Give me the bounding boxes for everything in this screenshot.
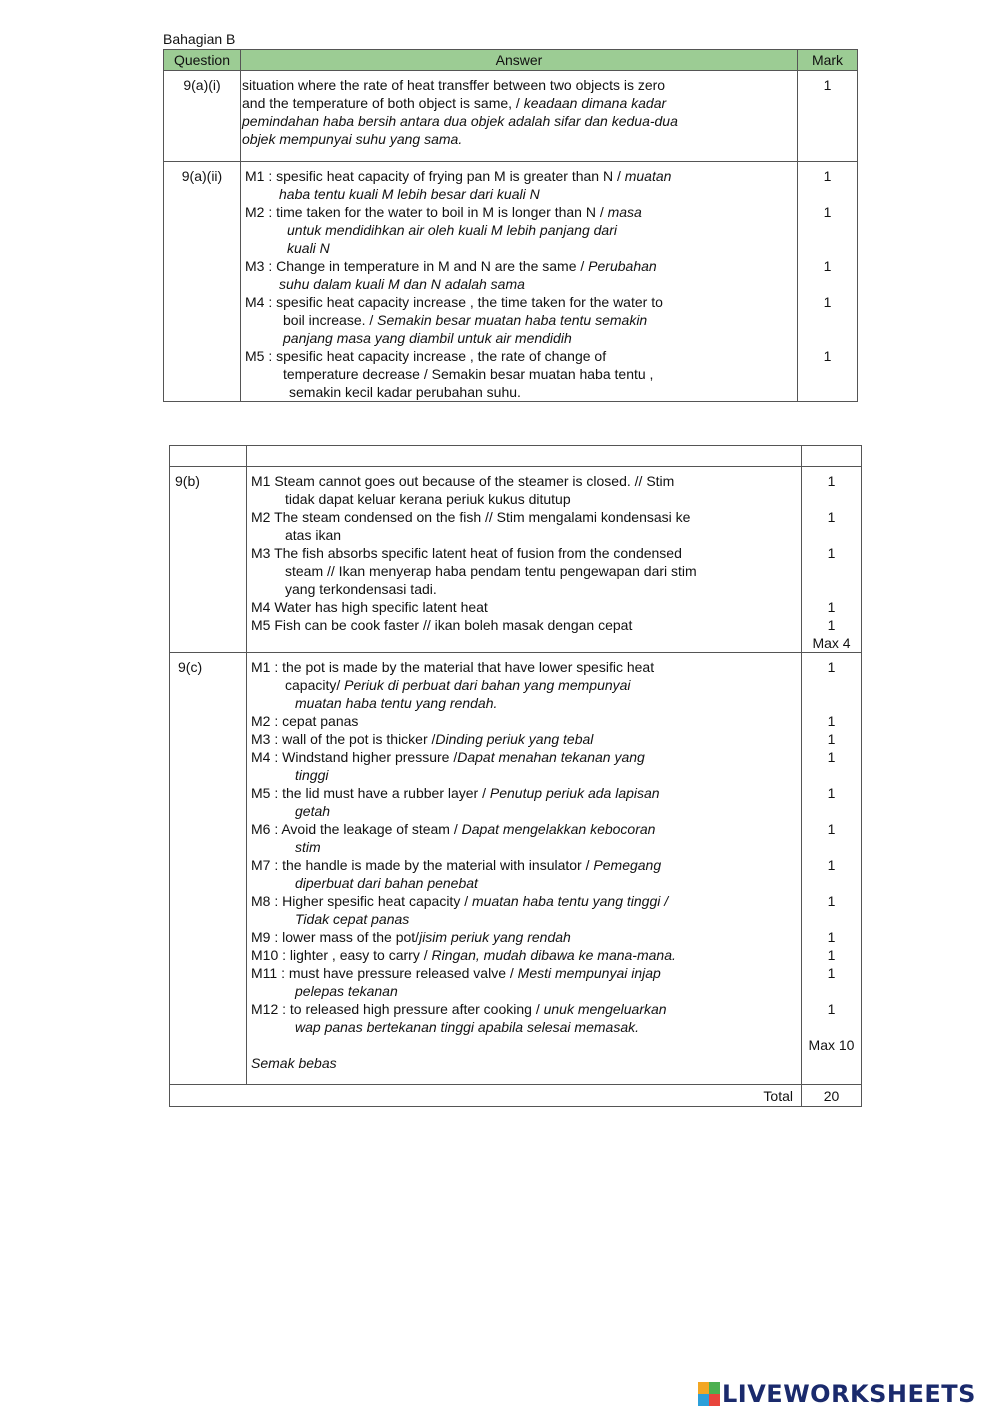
question-number: 9(a)(ii) [164,162,241,402]
badge-square-1 [698,1382,709,1394]
table-row [164,162,858,402]
note-text: Semak bebas [251,1055,337,1071]
answer-text: M1 Steam cannot goes out because of the steamer is closed. // Stim tidak dapat keluar kerana periuk kukus ditutup M2 The steam condensed on the fish // Stim mengalami kondensasi ke atas ikan M3 The fish absorbs specific latent heat of fusion from the condensed steam // Ikan menyerap haba pendam tentu pengewapan dari stim yang terkondensasi tadi. M4 Water has high specific latent heat M5 Fish can be cook faster // ikan boleh masak dengan cepat [247,467,802,653]
header-answer: Answer [241,50,798,71]
logo-badge-icon [698,1382,720,1406]
question-number: 9(a)(i) [164,71,241,162]
logo-text: LIVEWORKSHEETS [722,1380,976,1408]
total-value: 20 [802,1085,862,1107]
section-title: Bahagian B [163,31,236,47]
table-header-row [164,50,858,71]
answer-table-part-a [163,49,858,402]
total-label: Total [170,1085,802,1107]
answer-text: M1 : the pot is made by the material that have lower spesific heat capacity/ Periuk di perbuat dari bahan yang mempunyai muatan haba tentu yang rendah. M2 : cepat panas M3 : wall of the pot is thicker /Dinding periuk yang tebal M4 : Windstand higher pressure /Dapat menahan tekanan yang tinggi M5 : the lid must have a rubber layer / Penutup periuk ada lapisan getah M6 : Avoid the leakage of steam / Dapat mengelakkan kebocoran stim M7 : the handle is made by the material with insulator / Pemegang diperbuat dari bahan penebat M8 : Higher spesific heat capacity / muatan haba tentu yang tinggi / Tidak cepat panas M9 : lower mass of the pot/jisim periuk yang rendah M10 : lighter , easy to carry / Ringan, mudah dibawa ke mana-mana. M11 : must have pressure released valve / Mesti mempunyai injap pelepas tekanan M12 : to released high pressure after cooking / unuk mengeluarkan wap panas bertekanan tinggi apabila selesai memasak. Semak bebas [247,653,802,1085]
mark-column: 1 1 1 1 1 1 1 1 1 1 1 1 Max 10 [802,653,862,1085]
table-row [170,467,862,653]
answer-text: M1 : spesific heat capacity of frying pan M is greater than N / muatan haba tentu kuali M lebih besar dari kuali N M2 : time taken for the water to boil in M is longer than N / masa untuk mendidihkan air oleh kuali M lebih panjang dari kuali N M3 : Change in temperature in M and N are the same / Perubahan suhu dalam kuali M dan N adalah sama M4 : spesific heat capacity increase , the time taken for the water to boil increase. / Semakin besar muatan haba tentu semakin panjang masa yang diambil untuk air mendidih M5 : spesific heat capacity increase , the rate of change of temperature decrease / Semakin besar muatan haba tentu , semakin kecil kadar perubahan suhu. [241,162,798,402]
mark-column: 1 1 1 1 1 [798,162,858,402]
header-question: Question [164,50,241,71]
table-row [164,71,858,162]
blank-header-row [170,446,862,467]
mark-value: 1 [798,71,858,162]
answer-text: situation where the rate of heat transffer between two objects is zero and the temperature of both object is same, / keadaan dimana kadar pemindahan haba bersih antara dua objek adalah sifar dan kedua-dua objek mempunyai suhu yang sama. [241,71,798,162]
mark-column: 1 1 1 1 1 Max 4 [802,467,862,653]
table-row [170,653,862,1085]
question-number: 9(b) [170,467,247,653]
badge-square-2 [709,1382,720,1394]
liveworksheets-logo [698,1380,976,1408]
question-number: 9(c) [170,653,247,1085]
badge-square-3 [698,1394,709,1406]
badge-square-4 [709,1394,720,1406]
answer-table-part-b [169,445,862,1107]
header-mark: Mark [798,50,858,71]
total-row [170,1085,862,1107]
